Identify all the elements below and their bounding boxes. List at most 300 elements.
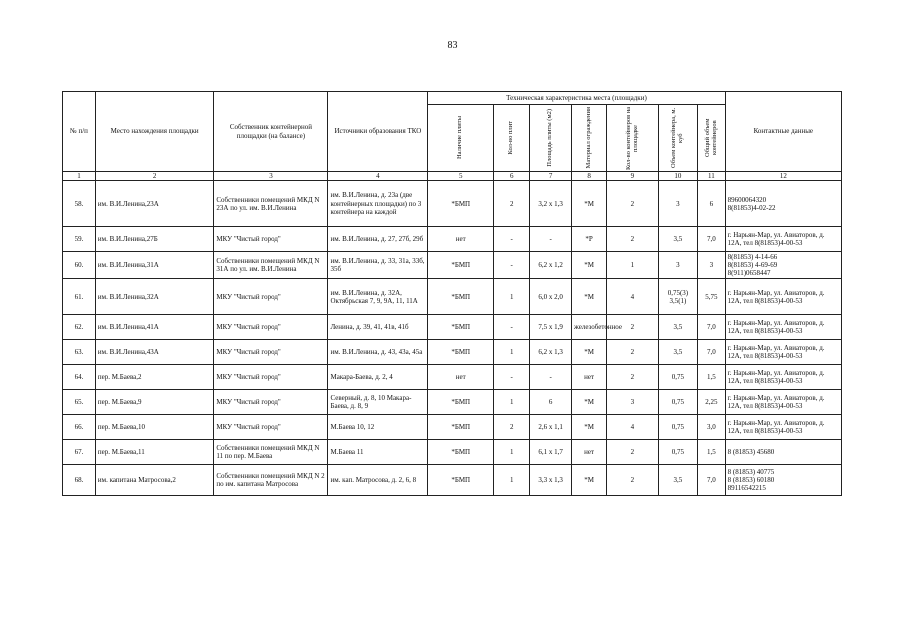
cell-surface-text: *БМП [451, 398, 471, 407]
col-number: 11 [698, 172, 725, 181]
cell-volume [658, 252, 697, 279]
cell-sources-text: им. кап. Матросова, д. 2, 6, 8 [330, 476, 417, 485]
cell-location [95, 227, 213, 252]
cell-area-text: - [549, 235, 552, 244]
cell-area [530, 415, 572, 440]
cell-area-text: 6,1 х 1,7 [538, 448, 563, 457]
table-row [63, 440, 842, 465]
cell-sources-text: Макара-Баева, д. 2, 4 [330, 373, 393, 382]
cell-num [63, 315, 96, 340]
cell-volume-text: 3 [676, 261, 680, 270]
cell-fence [572, 440, 607, 465]
cell-area-text: 6,2 х 1,2 [538, 261, 563, 270]
cell-location-text: им. В.И.Ленина,27Б [97, 235, 158, 244]
cell-total-volume-text: 7,0 [707, 323, 716, 332]
cell-sources [328, 390, 428, 415]
cell-volume [658, 315, 697, 340]
table-row [63, 465, 842, 496]
cell-fence [572, 390, 607, 415]
cell-sources [328, 252, 428, 279]
cell-fence-text: *М [584, 261, 594, 270]
cell-contacts [725, 252, 841, 279]
cell-contacts [725, 227, 841, 252]
col-number: 3 [214, 172, 328, 181]
cell-location [95, 440, 213, 465]
cell-sources [328, 465, 428, 496]
cell-location-text: им. В.И.Ленина,41А [97, 323, 159, 332]
cell-owner-text: МКУ "Чистый город" [216, 323, 281, 332]
cell-containers-text: 2 [630, 323, 635, 332]
cell-contacts-text: г. Нарьян-Мар, ул. Авиаторов, д. 12А, тел 8(81853)4-00-53 [727, 344, 825, 361]
cell-area [530, 227, 572, 252]
cell-owner [214, 279, 328, 315]
cell-volume-text: 0,75(3) 3,5(1) [667, 288, 689, 305]
cell-fence-text: *М [584, 348, 594, 357]
cell-owner-text: МКУ "Чистый город" [216, 373, 281, 382]
cell-num-text: 60. [74, 261, 84, 270]
cell-sources [328, 227, 428, 252]
cell-containers [607, 415, 659, 440]
cell-total-volume [698, 415, 725, 440]
cell-location-text: им. капитана Матросова,2 [97, 476, 176, 485]
cell-slabs [494, 465, 530, 496]
cell-surface-text: *БМП [451, 476, 471, 485]
cell-volume [658, 415, 697, 440]
table-row [63, 415, 842, 440]
cell-fence-text: *М [584, 292, 594, 301]
cell-volume-text: 3,5 [673, 235, 683, 244]
cell-sources-text: им. В.И.Ленина, д. 32А, Октябрьская 7, 9, 9А, 11, 11А [330, 288, 418, 305]
cell-total-volume [698, 390, 725, 415]
cell-total-volume-text: 5,75 [705, 292, 718, 301]
header-containers: Кол-во контейнеров на площадке [624, 106, 639, 170]
cell-num [63, 181, 96, 227]
header-area: Площадь плиты (м2) [546, 109, 554, 167]
cell-contacts-text: г. Нарьян-Мар, ул. Авиаторов, д. 12А, тел 8(81853)4-00-53 [727, 319, 825, 336]
cell-containers-text: 2 [630, 448, 635, 457]
col-number: 2 [95, 172, 213, 181]
cell-slabs [494, 415, 530, 440]
cell-num [63, 465, 96, 496]
cell-num-text: 67. [74, 448, 84, 457]
cell-owner-text: Собственники помещений МКД N 31А по ул. им. В.И.Ленина [216, 257, 320, 274]
cell-num-text: 63. [74, 348, 84, 357]
cell-surface-text: *БМП [451, 199, 471, 208]
cell-owner [214, 340, 328, 365]
cell-owner-text: МКУ "Чистый город" [216, 292, 281, 301]
cell-containers [607, 340, 659, 365]
cell-contacts-text: г. Нарьян-Мар, ул. Авиаторов, д. 12А, тел 8(81853)4-00-53 [727, 369, 825, 386]
cell-volume [658, 340, 697, 365]
cell-owner [214, 227, 328, 252]
cell-total-volume [698, 365, 725, 390]
cell-num [63, 440, 96, 465]
cell-total-volume [698, 227, 725, 252]
cell-owner-text: Собственники помещений МКД N 2 по им. капитана Матросова [216, 472, 325, 489]
cell-sources-text: им. В.И.Ленина, д. 33, 31а, 33б, 35б [330, 257, 425, 274]
cell-num [63, 227, 96, 252]
cell-fence-text: железобетонное [574, 323, 623, 332]
cell-surface [428, 415, 494, 440]
cell-contacts-text: 8 (81853) 40775 8 (81853) 60180 89116542215 [727, 468, 775, 493]
cell-total-volume-text: 7,0 [707, 476, 716, 485]
cell-area [530, 252, 572, 279]
cell-surface-text: нет [455, 373, 466, 382]
cell-owner [214, 415, 328, 440]
cell-sources-text: М.Баева 10, 12 [330, 423, 375, 432]
cell-owner [214, 440, 328, 465]
cell-surface [428, 252, 494, 279]
cell-total-volume-text: 6 [709, 199, 714, 208]
cell-sources [328, 279, 428, 315]
col-number: 1 [63, 172, 96, 181]
table-row [63, 181, 842, 227]
cell-slabs [494, 181, 530, 227]
cell-contacts [725, 415, 841, 440]
cell-contacts [725, 365, 841, 390]
cell-slabs-text: - [510, 323, 513, 332]
header-surface: Наличие плиты [456, 116, 464, 160]
table-row [63, 315, 842, 340]
cell-containers-text: 2 [630, 199, 635, 208]
cell-volume [658, 365, 697, 390]
cell-sources-text: им. В.И.Ленина, д. 43, 43а, 45а [330, 348, 423, 357]
cell-total-volume [698, 440, 725, 465]
cell-containers [607, 227, 659, 252]
cell-fence-text: *М [584, 199, 594, 208]
cell-slabs-text: 1 [509, 448, 514, 457]
cell-area [530, 365, 572, 390]
cell-contacts-text: г. Нарьян-Мар, ул. Авиаторов, д. 12А, тел 8(81853)4-00-53 [727, 231, 825, 248]
cell-owner-text: Собственники помещений МКД N 23А по ул. им. В.И.Ленина [216, 195, 320, 212]
cell-containers-text: 3 [630, 398, 635, 407]
cell-volume [658, 181, 697, 227]
header-total-volume: Общий объем контейнеров [703, 118, 718, 158]
cell-containers-text: 1 [630, 261, 635, 270]
cell-owner [214, 252, 328, 279]
cell-area-text: 7,5 х 1,9 [538, 323, 563, 332]
cell-sources [328, 365, 428, 390]
cell-slabs-text: 2 [509, 423, 514, 432]
cell-total-volume-text: 1,5 [707, 373, 716, 382]
cell-contacts-text: г. Нарьян-Мар, ул. Авиаторов, д. 12А, тел 8(81853)4-00-53 [727, 419, 825, 436]
cell-total-volume [698, 279, 725, 315]
cell-slabs [494, 390, 530, 415]
cell-volume-text: 3,5 [673, 348, 683, 357]
cell-containers [607, 390, 659, 415]
cell-fence-text: нет [584, 448, 595, 457]
cell-fence [572, 365, 607, 390]
cell-volume [658, 279, 697, 315]
cell-slabs-text: - [510, 373, 513, 382]
cell-sources-text: им. В.И.Ленина, д. 23а (две контейнерных площадки) по 3 контейнера на каждой [330, 191, 422, 216]
cell-owner-text: МКУ "Чистый город" [216, 398, 281, 407]
cell-fence-text: *М [584, 398, 594, 407]
cell-area-text: 2,6 х 1,1 [538, 423, 563, 432]
col-number: 5 [428, 172, 494, 181]
header-volume: Объем контейнера, м. куб [670, 107, 684, 169]
cell-owner [214, 181, 328, 227]
cell-sources-text: Северный, д. 8, 10 Макара-Баева, д. 8, 9 [330, 394, 412, 411]
cell-containers-text: 4 [630, 423, 635, 432]
cell-num-text: 61. [74, 292, 84, 301]
cell-surface-text: нет [455, 235, 466, 244]
cell-num-text: 64. [74, 373, 84, 382]
cell-fence [572, 252, 607, 279]
table-body [63, 181, 842, 496]
cell-slabs [494, 315, 530, 340]
container-sites-table [62, 91, 842, 496]
cell-location-text: им. В.И.Ленина,31А [97, 261, 159, 270]
cell-total-volume-text: 3 [709, 261, 714, 270]
cell-surface-text: *БМП [451, 292, 471, 301]
cell-fence [572, 465, 607, 496]
cell-containers-text: 4 [630, 292, 635, 301]
cell-num [63, 340, 96, 365]
cell-owner [214, 315, 328, 340]
cell-num-text: 68. [74, 476, 84, 485]
table-row [63, 340, 842, 365]
cell-owner-text: МКУ "Чистый город" [216, 423, 281, 432]
cell-fence [572, 227, 607, 252]
cell-location [95, 315, 213, 340]
cell-fence-text: нет [584, 373, 595, 382]
cell-location-text: им. В.И.Ленина,23А [97, 199, 159, 208]
cell-fence [572, 181, 607, 227]
cell-surface-text: *БМП [451, 261, 471, 270]
cell-slabs-text: - [510, 261, 513, 270]
cell-surface [428, 390, 494, 415]
cell-slabs [494, 279, 530, 315]
cell-containers [607, 465, 659, 496]
cell-fence [572, 340, 607, 365]
cell-area-text: 6,0 х 2,0 [538, 292, 563, 301]
cell-location [95, 252, 213, 279]
cell-sources [328, 181, 428, 227]
cell-num [63, 252, 96, 279]
header-num: № п/п [63, 92, 96, 172]
cell-location-text: им. В.И.Ленина,43А [97, 348, 159, 357]
cell-containers [607, 252, 659, 279]
cell-area [530, 279, 572, 315]
cell-owner [214, 365, 328, 390]
cell-fence [572, 415, 607, 440]
cell-fence-text: *М [584, 423, 594, 432]
cell-contacts-text: г. Нарьян-Мар, ул. Авиаторов, д. 12А, тел 8(81853)4-00-53 [727, 394, 825, 411]
cell-area-text: - [549, 373, 552, 382]
cell-num [63, 415, 96, 440]
table-row [63, 279, 842, 315]
cell-contacts [725, 340, 841, 365]
cell-surface-text: *БМП [451, 448, 471, 457]
cell-contacts [725, 390, 841, 415]
cell-location-text: им. В.И.Ленина,32А [97, 292, 159, 301]
cell-slabs [494, 252, 530, 279]
cell-surface-text: *БМП [451, 348, 471, 357]
cell-num-text: 66. [74, 423, 84, 432]
cell-contacts-text: 8 (81853) 45680 [727, 448, 775, 457]
cell-area [530, 315, 572, 340]
cell-area [530, 340, 572, 365]
table-row [63, 227, 842, 252]
cell-location [95, 465, 213, 496]
cell-owner-text: Собственники помещений МКД N 11 по пер. М.Баева [216, 444, 320, 461]
cell-num-text: 59. [74, 235, 84, 244]
cell-total-volume [698, 252, 725, 279]
cell-volume-text: 0,75 [671, 423, 685, 432]
cell-slabs [494, 227, 530, 252]
cell-contacts [725, 440, 841, 465]
cell-surface [428, 181, 494, 227]
cell-location-text: пер. М.Баева,11 [97, 448, 145, 457]
cell-volume [658, 440, 697, 465]
cell-total-volume-text: 7,0 [707, 235, 716, 244]
cell-surface-text: *БМП [451, 423, 471, 432]
cell-volume-text: 0,75 [671, 448, 685, 457]
cell-fence [572, 279, 607, 315]
cell-area-text: 3,3 х 1,3 [538, 476, 563, 485]
cell-volume [658, 465, 697, 496]
cell-contacts-text: 89600064320 8(81853)4-02-22 [727, 195, 776, 212]
header-contacts: Контактные данные [725, 92, 841, 172]
cell-sources [328, 440, 428, 465]
cell-fence-text: *М [584, 476, 594, 485]
cell-slabs-text: 1 [509, 476, 514, 485]
cell-location [95, 415, 213, 440]
cell-total-volume-text: 7,0 [707, 348, 716, 357]
cell-location-text: пер. М.Баева,9 [97, 398, 142, 407]
cell-surface [428, 365, 494, 390]
col-number: 10 [658, 172, 697, 181]
cell-contacts [725, 279, 841, 315]
cell-area [530, 465, 572, 496]
cell-slabs [494, 440, 530, 465]
cell-fence-text: *Р [585, 235, 593, 244]
cell-containers [607, 365, 659, 390]
cell-volume-text: 0,75 [671, 373, 685, 382]
cell-location [95, 340, 213, 365]
cell-location [95, 390, 213, 415]
col-number: 12 [725, 172, 841, 181]
cell-containers [607, 279, 659, 315]
header-owner: Собственник контейнерной площадки (на балансе) [214, 92, 328, 172]
cell-total-volume [698, 181, 725, 227]
cell-surface [428, 465, 494, 496]
cell-num-text: 65. [74, 398, 84, 407]
cell-surface [428, 279, 494, 315]
cell-owner-text: МКУ "Чистый город" [216, 348, 281, 357]
col-number: 6 [494, 172, 530, 181]
table-row [63, 365, 842, 390]
header-fence: Материал ограждения [584, 107, 592, 169]
header-tech: Техническая характеристика места (площадки) [428, 92, 725, 105]
cell-sources-text: М.Баева 11 [330, 448, 364, 457]
cell-area [530, 390, 572, 415]
cell-total-volume [698, 465, 725, 496]
cell-location [95, 365, 213, 390]
cell-slabs [494, 340, 530, 365]
cell-location-text: пер. М.Баева,2 [97, 373, 142, 382]
cell-total-volume [698, 315, 725, 340]
cell-area-text: 3,2 х 1,3 [538, 199, 563, 208]
cell-volume-text: 0,75 [671, 398, 685, 407]
cell-volume-text: 3 [676, 199, 680, 208]
cell-owner [214, 465, 328, 496]
cell-sources [328, 340, 428, 365]
cell-sources-text: им. В.И.Ленина, д. 27, 27б, 29б [330, 235, 424, 244]
table-row [63, 252, 842, 279]
cell-owner-text: МКУ "Чистый город" [216, 235, 281, 244]
header-location: Место нахождения площадки [95, 92, 213, 172]
cell-slabs [494, 365, 530, 390]
cell-surface [428, 315, 494, 340]
cell-contacts-text: г. Нарьян-Мар, ул. Авиаторов, д. 12А, тел 8(81853)4-00-53 [727, 288, 825, 305]
cell-num [63, 390, 96, 415]
cell-total-volume-text: 3,0 [707, 423, 716, 432]
cell-location [95, 279, 213, 315]
cell-slabs-text: 2 [509, 199, 514, 208]
cell-volume [658, 390, 697, 415]
cell-volume-text: 3,5 [673, 323, 683, 332]
cell-total-volume-text: 2,25 [705, 398, 718, 407]
cell-containers [607, 440, 659, 465]
cell-location [95, 181, 213, 227]
cell-containers [607, 181, 659, 227]
cell-area-text: 6 [548, 398, 553, 407]
page-number: 83 [447, 40, 458, 51]
cell-contacts-text: 8(81853) 4-14-66 8(81853) 4-69-69 8(911)0658447 [727, 253, 778, 278]
cell-num [63, 365, 96, 390]
cell-contacts [725, 181, 841, 227]
cell-sources [328, 315, 428, 340]
cell-surface [428, 340, 494, 365]
cell-slabs-text: - [510, 235, 513, 244]
cell-slabs-text: 1 [509, 292, 514, 301]
cell-surface [428, 227, 494, 252]
col-number: 7 [530, 172, 572, 181]
cell-total-volume-text: 1,5 [707, 448, 716, 457]
cell-sources-text: Ленина, д. 39, 41, 41в, 41б [330, 323, 409, 332]
cell-slabs-text: 1 [509, 348, 514, 357]
col-number: 4 [328, 172, 428, 181]
cell-containers-text: 2 [630, 476, 635, 485]
col-number: 9 [607, 172, 659, 181]
cell-volume [658, 227, 697, 252]
cell-contacts [725, 315, 841, 340]
cell-location-text: пер. М.Баева,10 [97, 423, 146, 432]
col-number: 8 [572, 172, 607, 181]
cell-surface [428, 440, 494, 465]
cell-containers-text: 2 [630, 373, 635, 382]
cell-area [530, 440, 572, 465]
cell-slabs-text: 1 [509, 398, 514, 407]
cell-owner [214, 390, 328, 415]
cell-contacts [725, 465, 841, 496]
cell-sources [328, 415, 428, 440]
table-row [63, 390, 842, 415]
cell-surface-text: *БМП [451, 323, 471, 332]
cell-num [63, 279, 96, 315]
cell-total-volume [698, 340, 725, 365]
cell-containers-text: 2 [630, 235, 635, 244]
header-slabs: Кол-во плит [507, 121, 515, 155]
cell-area-text: 6,2 х 1,3 [538, 348, 563, 357]
cell-num-text: 62. [74, 323, 84, 332]
cell-containers-text: 2 [630, 348, 635, 357]
cell-area [530, 181, 572, 227]
cell-fence [572, 315, 623, 340]
cell-num-text: 58. [74, 199, 84, 208]
